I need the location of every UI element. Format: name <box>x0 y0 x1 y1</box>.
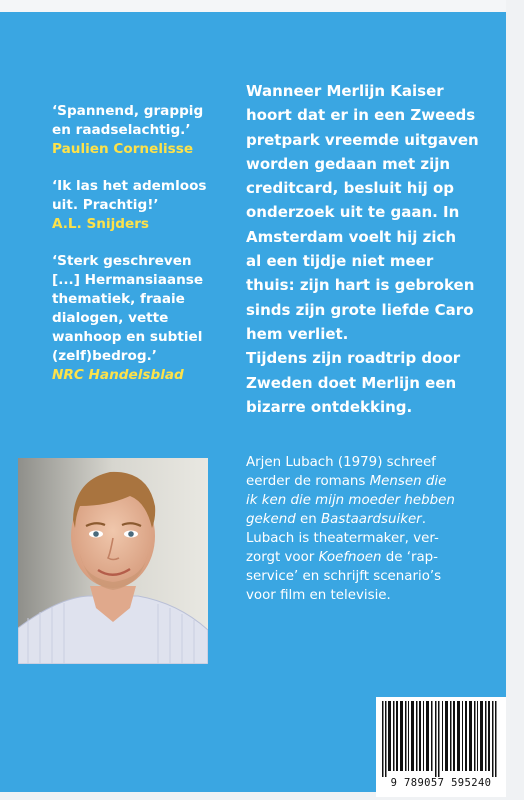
blurb-line: onderzoek uit te gaan. In <box>246 203 460 222</box>
blurb-line: hoort dat er in een Zweeds <box>246 106 476 125</box>
quote-line: [...] Hermansiaanse <box>52 272 204 288</box>
blurb-line: pretpark vreemde uitgaven <box>246 130 479 149</box>
book-title: ik ken die mijn moeder hebben <box>246 493 455 508</box>
blurb-line: bizarre ontdekking. <box>246 397 413 416</box>
blurb-line: creditcard, besluit hij op <box>246 179 455 198</box>
barcode <box>376 697 506 797</box>
blurb-line: Tijdens zijn roadtrip door <box>246 349 461 368</box>
isbn-number: 9 789057 595240 <box>390 777 492 789</box>
book-title: Mensen die <box>369 474 447 489</box>
book-title: gekend <box>246 512 296 527</box>
bio-line: voor film en televisie. <box>246 588 391 603</box>
blurb-line: hem verliet. <box>246 324 349 343</box>
bio-line: Arjen Lubach (1979) schreef <box>246 455 436 470</box>
barcode-bars <box>382 701 500 777</box>
blurb-line: Zweden doet Merlijn een <box>246 373 457 392</box>
quote-source: A.L. Snijders <box>52 216 150 232</box>
quote-line: wanhoop en subtiel <box>52 329 203 345</box>
blurb-line: Amsterdam voelt hij zich <box>246 227 457 246</box>
bio-line: gekend en Bastaardsuiker. <box>246 512 426 527</box>
blurb-line: al een tijdje niet meer <box>246 252 434 271</box>
book-title: Bastaardsuiker <box>320 512 422 527</box>
review-quote <box>52 102 232 159</box>
book-blurb <box>246 79 508 419</box>
quote-line: thematiek, fraaie <box>52 291 185 307</box>
blurb-line: sinds zijn grote liefde Caro <box>246 300 474 319</box>
blurb-line: thuis: zijn hart is gebroken <box>246 276 475 295</box>
quote-line: dialogen, vette <box>52 310 169 326</box>
quote-source: NRC Handelsblad <box>52 367 184 383</box>
author-bio <box>246 453 508 605</box>
quote-line: en raadselachtig.’ <box>52 122 191 138</box>
quote-line: ‘Sterk geschreven <box>52 253 192 269</box>
cover-right-edge <box>506 0 524 800</box>
bio-line <box>246 491 508 510</box>
quote-line: ‘Ik las het ademloos <box>52 178 207 194</box>
cover-top-edge <box>0 0 524 12</box>
tv-show-title: Koefnoen <box>318 550 382 565</box>
quote-line: ‘Spannend, grappig <box>52 103 204 119</box>
blurb-line: Wanneer Merlijn Kaiser <box>246 82 444 100</box>
review-quotes <box>52 102 232 403</box>
quote-line: (zelf)bedrog.’ <box>52 348 157 364</box>
bio-line: Lubach is theatermaker, ver- <box>246 531 439 546</box>
quote-source: Paulien Cornelisse <box>52 141 194 157</box>
review-quote <box>52 252 232 385</box>
bio-line: service’ en schrijft scenario’s <box>246 569 442 584</box>
review-quote <box>52 177 232 234</box>
blurb-line: worden gedaan met zijn <box>246 154 451 173</box>
quote-line: uit. Prachtig!’ <box>52 197 159 213</box>
author-photo <box>18 458 208 664</box>
author-portrait-illustration <box>18 458 208 664</box>
bio-line: zorgt voor Koefnoen de ‘rap- <box>246 550 438 565</box>
bio-line: eerder de romans Mensen die <box>246 474 447 489</box>
